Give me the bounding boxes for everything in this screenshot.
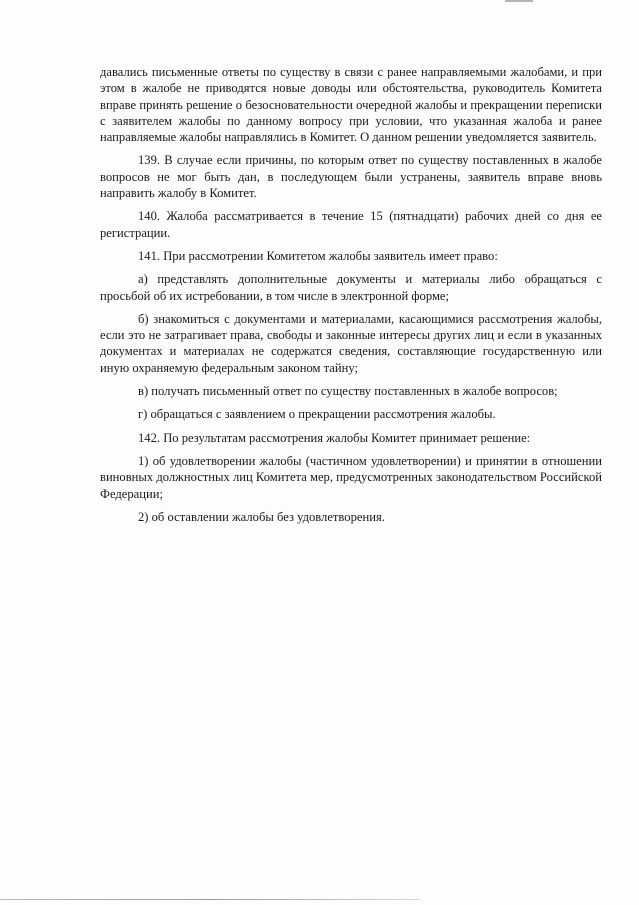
paragraph-142: 142. По результатам рассмотрения жалобы Комитет принимает решение: bbox=[138, 430, 531, 445]
scan-artifact-bottom-line bbox=[0, 899, 420, 900]
paragraph-141: 141. При рассмотрении Комитетом жалобы заявитель имеет право: bbox=[138, 248, 498, 263]
paragraph-141-v: в) получать письменный ответ по существу поставленных в жалобе вопросов; bbox=[138, 384, 558, 399]
paragraph-139: 139. В случае если причины, по которым ответ по существу поставленных в жалобе вопросов не мог быть дан, в последующем были устранены, заявитель вправе вновь направить жалобу в Комитет. bbox=[100, 153, 602, 201]
paragraph-142-2: 2) об оставлении жалобы без удовлетворения. bbox=[138, 509, 385, 524]
paragraph-continuation: давались письменные ответы по существу в связи с ранее направляемыми жалобами, и при этом в жалобе не приводятся новые доводы или обстоятельства, руководитель Комитета вправе принять решение о безосновательности очередной жалобы и прекращении переписки с заявителем жалобы по данному вопросу при условии, что указанная жалоба и ранее направляемые жалобы направлялись в Комитет. О данном решении уведомляется заявитель. bbox=[100, 65, 602, 145]
paragraph-141-g: г) обращаться с заявлением о прекращении рассмотрения жалобы. bbox=[138, 407, 496, 422]
scan-artifact-top bbox=[505, 0, 533, 2]
paragraph-141-a: а) представлять дополнительные документы и материалы либо обращаться с просьбой об их истребовании, в том числе в электронной форме; bbox=[100, 272, 602, 303]
paragraph-141-b: б) знакомиться с документами и материалами, касающимися рассмотрения жалобы, если это не затрагивает права, свободы и законные интересы других лиц и если в указанных документах и материалах не содержатся сведения, составляющие государственную или иную охраняемую федеральным законом тайну; bbox=[100, 311, 602, 375]
paragraph-142-1: 1) об удовлетворении жалобы (частичном удовлетворении) и принятии в отношении виновных должностных лиц Комитета мер, предусмотренных законодательством Российской Федерации; bbox=[100, 453, 602, 501]
paragraph-140: 140. Жалоба рассматривается в течение 15 (пятнадцати) рабочих дней со дня ее регистрации. bbox=[100, 209, 602, 240]
document-body bbox=[100, 64, 602, 532]
